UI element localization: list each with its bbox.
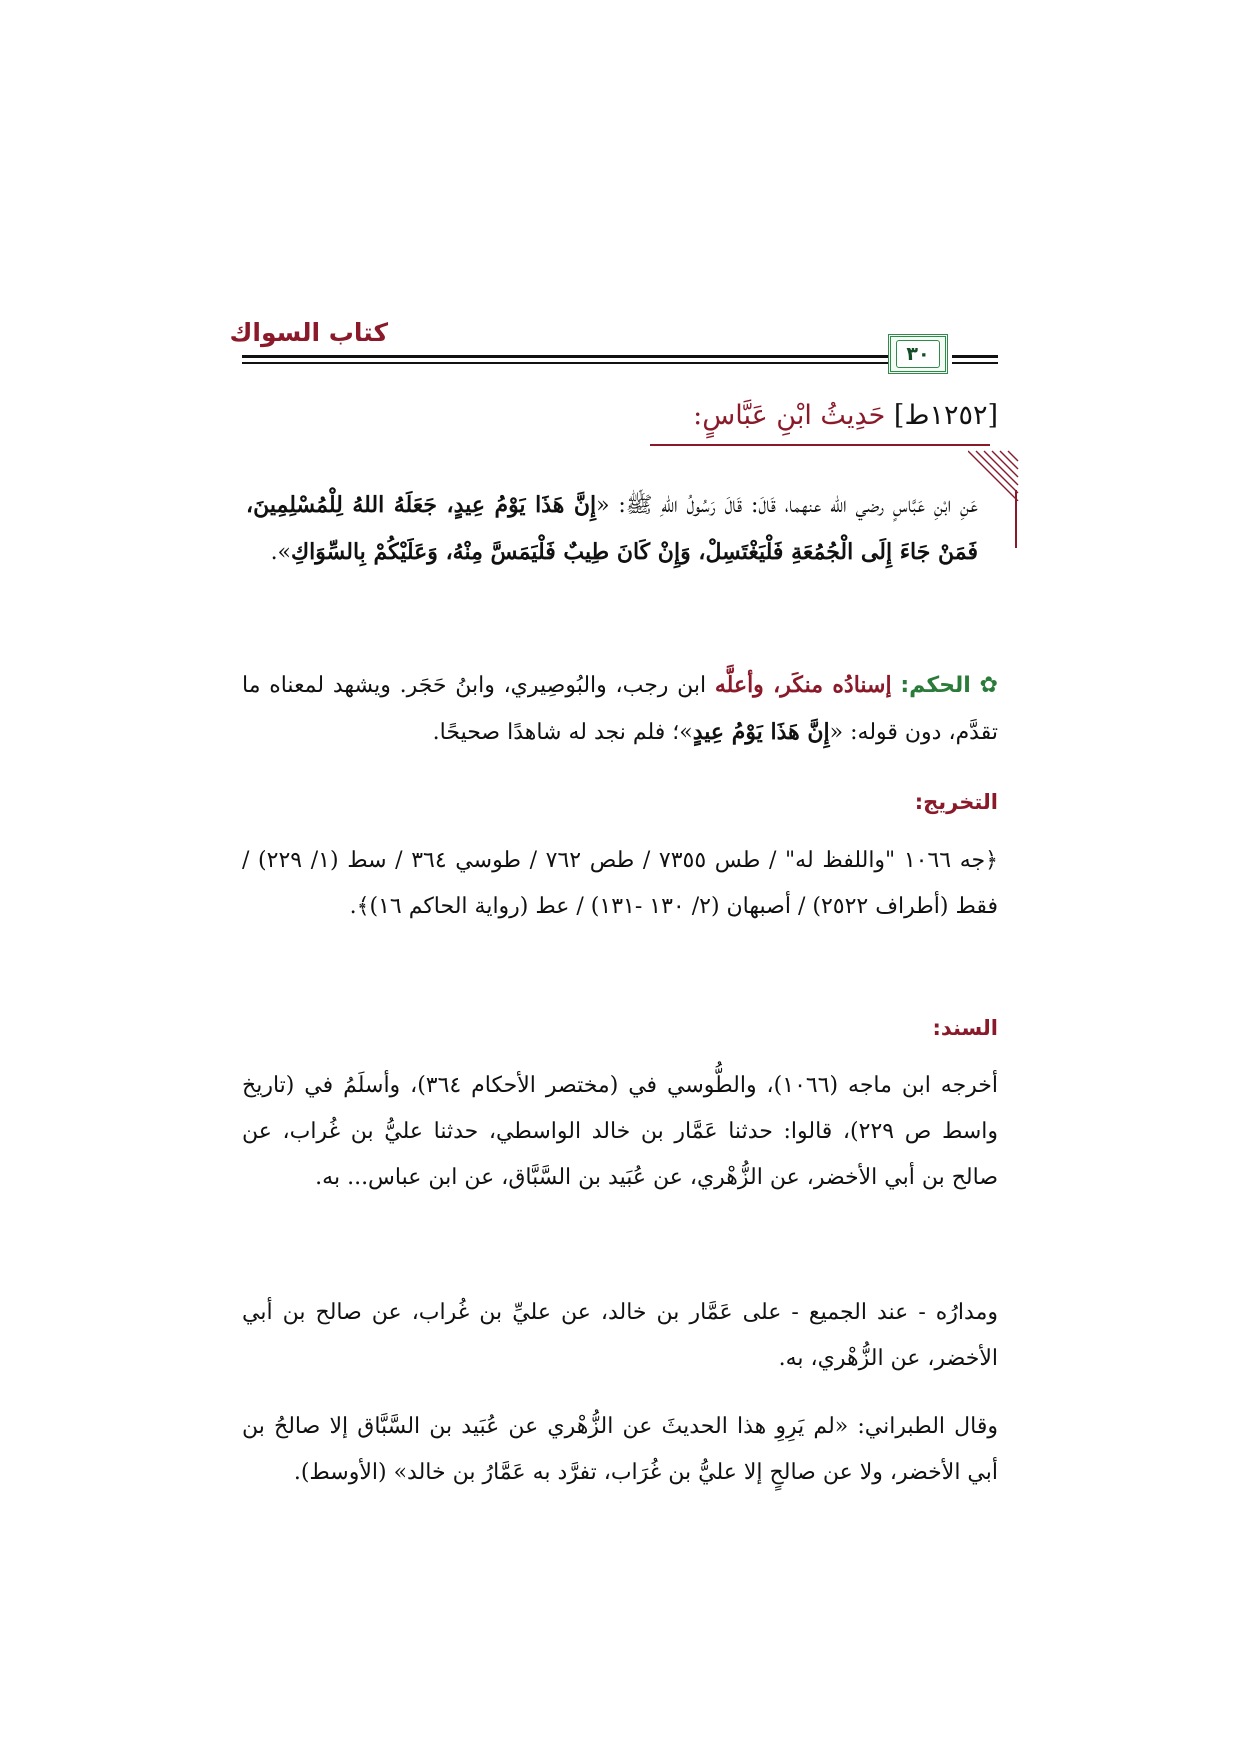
corner-vertical-rule <box>1015 490 1017 548</box>
hadith-heading <box>298 400 998 431</box>
ruling-text: ابن رجب، والبُوصِيري، وابنُ حَجَر. ويشهد لمعناه ما تقدَّم، دون قوله: « <box>242 673 998 745</box>
header-rule-right-top <box>952 355 998 358</box>
header-rule-top <box>242 355 888 358</box>
sanad-paragraph-1: أخرجه ابن ماجه (١٠٦٦)، والطُّوسي في (مختصر الأحكام ٣٦٤)، وأسلَمُ في (تاريخ واسط ص ٢٢٩)، قالوا: حدثنا عَمَّار بن خالد الواسطي، حدثنا عليُّ بن غُراب، عن صالح بن أبي الأخضر، عن الزُّهْري، عن عُبَيد بن السَّبَّاق، عن ابن عباس... به. <box>242 1073 999 1190</box>
book-title: كتاب السواك <box>229 318 388 347</box>
header-rule-bottom <box>242 362 888 364</box>
sanad-paragraph-3: وقال الطبراني: «لم يَرِوِ هذا الحديثَ عن الزُّهْري عن عُبَيد بن السَّبَّاق إلا صالحُ بن أبي الأخضر، ولا عن صالحٍ إلا عليُّ بن غُرَاب، تفرَّد به عَمَّارُ بن خالد» (الأوسط). <box>242 1414 998 1485</box>
takhrij-body: ﴿جه ١٠٦٦ "واللفظ له" / طس ٧٣٥٥ / طص ٧٦٢ / طوسي ٣٦٤ / سط (١/ ٢٢٩) / فقط (أطراف ٢٥٢٢) / أصبهان (٢/ ١٣٠ -١٣١) / عط (رواية الحاكم ١٦)﴾. <box>242 848 999 919</box>
hadith-text-end: ». <box>270 540 292 565</box>
header-rule-right-bottom <box>952 362 998 364</box>
ruling-text-end: »؛ فلم نجد له شاهدًا صحيحًا. <box>432 720 693 745</box>
ruling-paragraph <box>242 662 998 756</box>
heading-underline <box>650 444 990 446</box>
ruling-quote: إِنَّ هَذَا يَوْمُ عِيدٍ <box>692 719 830 745</box>
sanad-paragraph-2: ومدارُه - عند الجميع - على عَمَّار بن خالد، عن عليِّ بن غُراب، عن صالح بن أبي الأخضر، عن الزُّهْري، به. <box>242 1300 998 1371</box>
takhrij-label: التخريج: <box>914 790 998 814</box>
hadith-number: [١٢٥٢ط] <box>893 400 998 431</box>
ruling-verdict: إسنادُه منكَر، وأعلَّه <box>714 672 892 698</box>
hadith-text-matn: إِنَّ هَذَا يَوْمُ عِيدٍ، جَعَلَهُ اللهُ لِلْمُسْلِمِينَ، فَمَنْ جَاءَ إِلَى الْجُمُعَةِ فَلْيَغْتَسِلْ، وَإِنْ كَانَ طِيبٌ فَلْيَمَسَّ مِنْهُ، وَعَلَيْكُمْ بِالسِّوَاكِ <box>246 492 978 565</box>
hadith-title: حَدِيثُ ابْنِ عَبَّاسٍ: <box>693 400 886 431</box>
takhrij-text <box>242 838 998 930</box>
rosette-icon: ✿ <box>979 673 998 698</box>
page-number: ٣٠ <box>896 340 940 368</box>
hadith-text-intro: عَنِ ابْنِ عَبَّاسٍ رضي الله عنهما، قَالَ: قَالَ رَسُولُ اللهِ ﷺ: « <box>596 493 979 518</box>
ruling-label: الحكم: <box>900 673 971 698</box>
hadith-text <box>246 482 978 576</box>
sanad-label: السند: <box>932 1016 998 1040</box>
page-number-frame <box>888 334 948 374</box>
